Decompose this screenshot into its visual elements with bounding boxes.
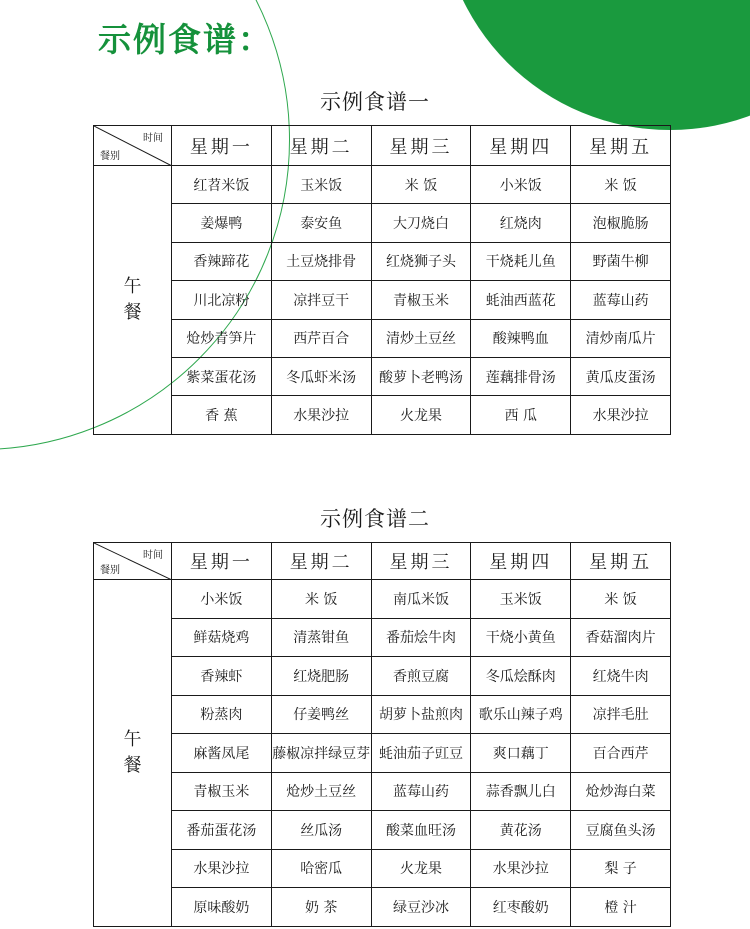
dish-cell: 酸辣鸭血 [471, 319, 571, 357]
dish-cell: 绿豆沙冰 [371, 888, 471, 927]
dish-cell: 红枣酸奶 [471, 888, 571, 927]
header-row [94, 543, 671, 580]
menu-table-1 [93, 125, 671, 435]
day-header: 星期五 [571, 126, 671, 166]
dish-cell: 清蒸钳鱼 [271, 618, 371, 657]
dish-cell: 冬瓜虾米汤 [271, 357, 371, 395]
dish-cell: 梨 子 [571, 849, 671, 888]
dish-cell: 鲜菇烧鸡 [172, 618, 272, 657]
dish-cell: 麻酱凤尾 [172, 734, 272, 773]
menu-title-1: 示例食谱一 [320, 90, 430, 114]
dish-cell: 米 饭 [271, 580, 371, 619]
dish-cell: 青椒玉米 [172, 772, 272, 811]
table-row [94, 204, 671, 242]
dish-cell: 野菌牛柳 [571, 242, 671, 280]
dish-cell: 干烧耗儿鱼 [471, 242, 571, 280]
dish-cell: 香辣虾 [172, 657, 272, 696]
meal-label: 午餐 [123, 275, 142, 323]
dish-cell: 米 饭 [571, 166, 671, 204]
dish-cell: 清炒土豆丝 [371, 319, 471, 357]
table-row [94, 281, 671, 319]
table-row [94, 734, 671, 773]
dish-cell: 凉拌毛肚 [571, 695, 671, 734]
dish-cell: 火龙果 [371, 849, 471, 888]
dish-cell: 玉米饭 [271, 166, 371, 204]
dish-cell: 歌乐山辣子鸡 [471, 695, 571, 734]
dish-cell: 西 瓜 [471, 396, 571, 434]
dish-cell: 香煎豆腐 [371, 657, 471, 696]
day-header: 星期一 [172, 543, 272, 580]
dish-cell: 蚝油西蓝花 [471, 281, 571, 319]
day-header: 星期三 [371, 126, 471, 166]
dish-cell: 黄瓜皮蛋汤 [571, 357, 671, 395]
dish-cell: 奶 茶 [271, 888, 371, 927]
dish-cell: 凉拌豆干 [271, 281, 371, 319]
dish-cell: 香 蕉 [172, 396, 272, 434]
table-row [94, 319, 671, 357]
dish-cell: 丝瓜汤 [271, 811, 371, 850]
day-header: 星期四 [471, 126, 571, 166]
meal-label: 午餐 [123, 728, 142, 776]
dish-cell: 泡椒脆肠 [571, 204, 671, 242]
dish-cell: 香菇溜肉片 [571, 618, 671, 657]
table-row [94, 357, 671, 395]
dish-cell: 冬瓜烩酥肉 [471, 657, 571, 696]
dish-cell: 大刀烧白 [371, 204, 471, 242]
diagonal-header-cell [94, 126, 172, 166]
dish-cell: 青椒玉米 [371, 281, 471, 319]
day-header: 星期五 [571, 543, 671, 580]
menu-title-2: 示例食谱二 [320, 507, 430, 531]
dish-cell: 藤椒凉拌绿豆芽 [271, 734, 371, 773]
meal-label-cell [94, 580, 172, 927]
dish-cell: 南瓜米饭 [371, 580, 471, 619]
time-label: 时间 [143, 133, 163, 144]
dish-cell: 紫菜蛋花汤 [172, 357, 272, 395]
dish-cell: 豆腐鱼头汤 [571, 811, 671, 850]
dish-cell: 酸萝卜老鸭汤 [371, 357, 471, 395]
dish-cell: 胡萝卜盐煎肉 [371, 695, 471, 734]
dish-cell: 米 饭 [371, 166, 471, 204]
day-header: 星期一 [172, 126, 272, 166]
diagonal-header-cell [94, 543, 172, 580]
dish-cell: 粉蒸肉 [172, 695, 272, 734]
table-row [94, 242, 671, 280]
table-row [94, 657, 671, 696]
dish-cell: 水果沙拉 [471, 849, 571, 888]
dish-cell: 百合西芹 [571, 734, 671, 773]
dish-cell: 水果沙拉 [571, 396, 671, 434]
dish-cell: 炝炒青笋片 [172, 319, 272, 357]
dish-cell: 水果沙拉 [172, 849, 272, 888]
table-row [94, 166, 671, 204]
table-row [94, 772, 671, 811]
dish-cell: 仔姜鸭丝 [271, 695, 371, 734]
dish-cell: 水果沙拉 [271, 396, 371, 434]
dish-cell: 干烧小黄鱼 [471, 618, 571, 657]
header-row [94, 126, 671, 166]
dish-cell: 土豆烧排骨 [271, 242, 371, 280]
day-header: 星期三 [371, 543, 471, 580]
dish-cell: 爽口藕丁 [471, 734, 571, 773]
menu-table-2 [93, 542, 671, 927]
dish-cell: 炝炒海白菜 [571, 772, 671, 811]
dish-cell: 红烧狮子头 [371, 242, 471, 280]
dish-cell: 红烧肉 [471, 204, 571, 242]
day-header: 星期二 [271, 543, 371, 580]
page-heading: 示例食谱： [98, 20, 273, 59]
dish-cell: 黄花汤 [471, 811, 571, 850]
dish-cell: 西芹百合 [271, 319, 371, 357]
dish-cell: 蓝莓山药 [571, 281, 671, 319]
day-header: 星期四 [471, 543, 571, 580]
dish-cell: 红烧牛肉 [571, 657, 671, 696]
dish-cell: 香辣蹄花 [172, 242, 272, 280]
dish-cell: 炝炒土豆丝 [271, 772, 371, 811]
dish-cell: 红苕米饭 [172, 166, 272, 204]
dish-cell: 火龙果 [371, 396, 471, 434]
meal-type-label: 餐别 [100, 151, 120, 162]
dish-cell: 姜爆鸭 [172, 204, 272, 242]
dish-cell: 橙 汁 [571, 888, 671, 927]
table-row [94, 888, 671, 927]
table-row [94, 618, 671, 657]
dish-cell: 红烧肥肠 [271, 657, 371, 696]
dish-cell: 莲藕排骨汤 [471, 357, 571, 395]
dish-cell: 番茄蛋花汤 [172, 811, 272, 850]
dish-cell: 哈密瓜 [271, 849, 371, 888]
dish-cell: 小米饭 [172, 580, 272, 619]
dish-cell: 蚝油茄子豇豆 [371, 734, 471, 773]
dish-cell: 蓝莓山药 [371, 772, 471, 811]
dish-cell: 番茄烩牛肉 [371, 618, 471, 657]
table-row [94, 695, 671, 734]
table-row [94, 811, 671, 850]
dish-cell: 原味酸奶 [172, 888, 272, 927]
dish-cell: 蒜香飘儿白 [471, 772, 571, 811]
time-label: 时间 [143, 550, 163, 561]
dish-cell: 玉米饭 [471, 580, 571, 619]
dish-cell: 小米饭 [471, 166, 571, 204]
table-row [94, 580, 671, 619]
table-row [94, 396, 671, 434]
dish-cell: 酸菜血旺汤 [371, 811, 471, 850]
meal-label-cell [94, 166, 172, 435]
dish-cell: 泰安鱼 [271, 204, 371, 242]
dish-cell: 清炒南瓜片 [571, 319, 671, 357]
meal-type-label: 餐别 [100, 565, 120, 576]
day-header: 星期二 [271, 126, 371, 166]
dish-cell: 川北凉粉 [172, 281, 272, 319]
table-row [94, 849, 671, 888]
dish-cell: 米 饭 [571, 580, 671, 619]
